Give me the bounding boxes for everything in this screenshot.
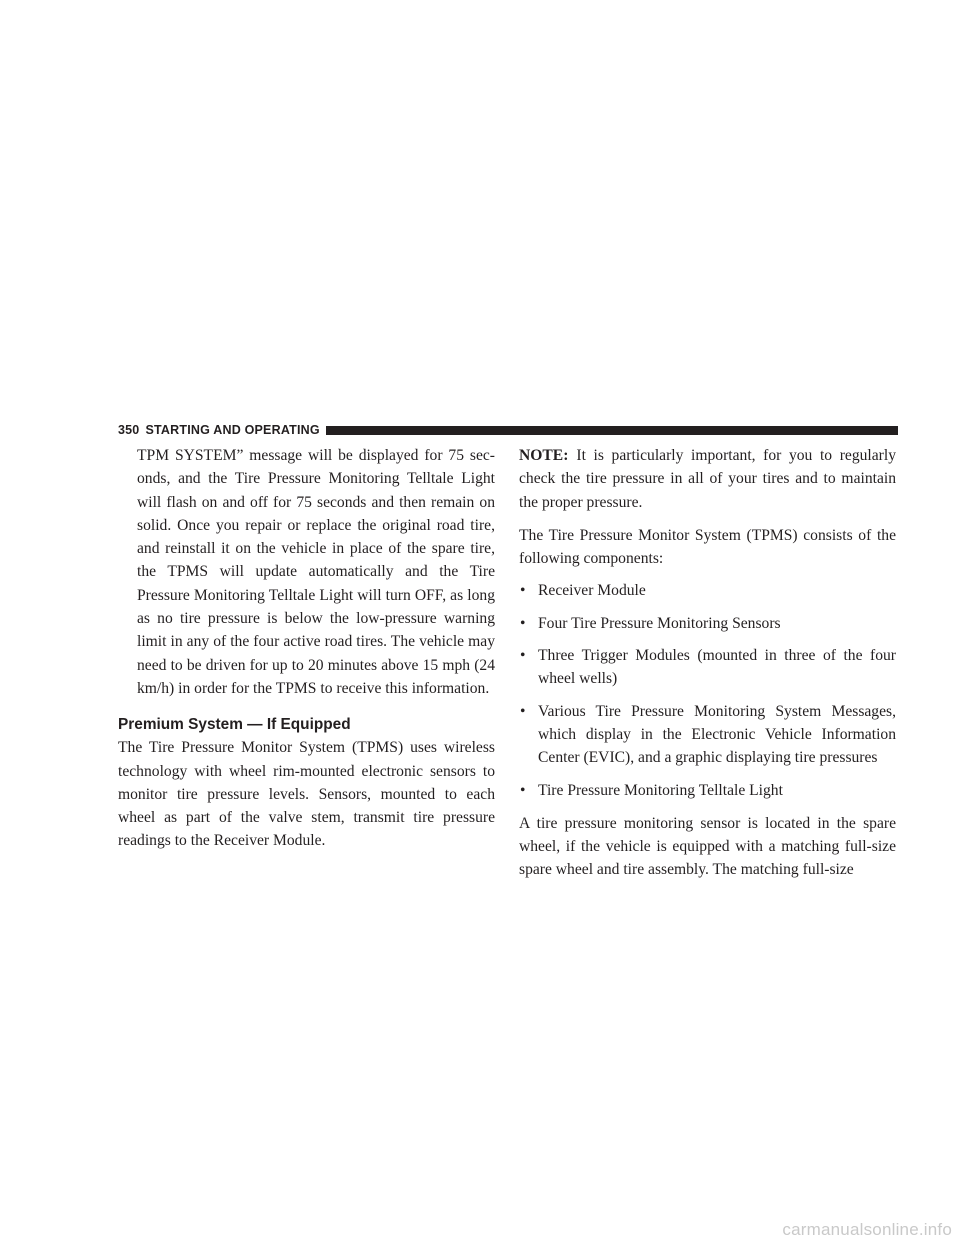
list-item: • Receiver Module [519,579,896,602]
note-text: It is particularly important, for you to regularly check the tire pressure in all of your tires and to maintain the proper pressure. [519,447,896,511]
page-number: 350 [118,423,140,437]
bullet-icon: • [520,614,526,632]
right-column [519,444,896,882]
list-item: • Various Tire Pressure Monitoring System Messages, which display in the Electronic Vehicle Information Center (EVIC), and a graphic displaying tire pressures [519,700,896,770]
bullet-icon: • [520,702,526,720]
note-label: NOTE: [519,447,569,464]
bullet-icon: • [520,647,526,665]
left-column [118,444,495,853]
continued-paragraph: TPM SYSTEM” message will be displayed for 75 sec-onds, and the Tire Pressure Monitoring Telltale Light will flash on and off for 75 seconds and then remain on solid. Once you repair or replace the original road tire, and reinstall it on the vehicle in place of the spare tire, the TPMS will update automatically and the Tire Pressure Monitoring Telltale Light will turn OFF, as long as no tire pressure is below the low-pressure warning limit in any of the four active road tires. The vehicle may need to be driven for up to 20 minutes above 15 mph (24 km/h) in order for the TPMS to receive this information. [137,447,495,697]
watermark: carmanualsonline.info [782,1220,952,1239]
list-item: • Three Trigger Modules (mounted in three of the four wheel wells) [519,644,896,691]
note-paragraph [519,444,896,514]
bullet-icon: • [520,582,526,600]
bullet-icon: • [520,781,526,799]
spare-sensor-paragraph: A tire pressure monitoring sensor is located in the spare wheel, if the vehicle is equipped with a matching full-size spare wheel and tire assembly. The matching full-size [519,814,896,879]
components-intro: The Tire Pressure Monitor System (TPMS) consists of the following components: [519,526,896,568]
page-header [118,422,898,438]
section-title: STARTING AND OPERATING [145,423,320,437]
section-subheading: Premium System — If Equipped [118,716,351,734]
list-item: • Four Tire Pressure Monitoring Sensors [519,612,896,635]
header-rule [326,426,898,435]
premium-system-paragraph: The Tire Pressure Monitor System (TPMS) uses wireless technology with wheel rim-mounted electronic sensors to monitor tire pressure levels. Sensors, mounted to each wheel as part of the valve stem, transmit tire pressure readings to the Receiver Module. [118,739,495,850]
list-item: • Tire Pressure Monitoring Telltale Light [519,779,896,802]
header-label [118,423,320,437]
components-list [519,579,896,801]
